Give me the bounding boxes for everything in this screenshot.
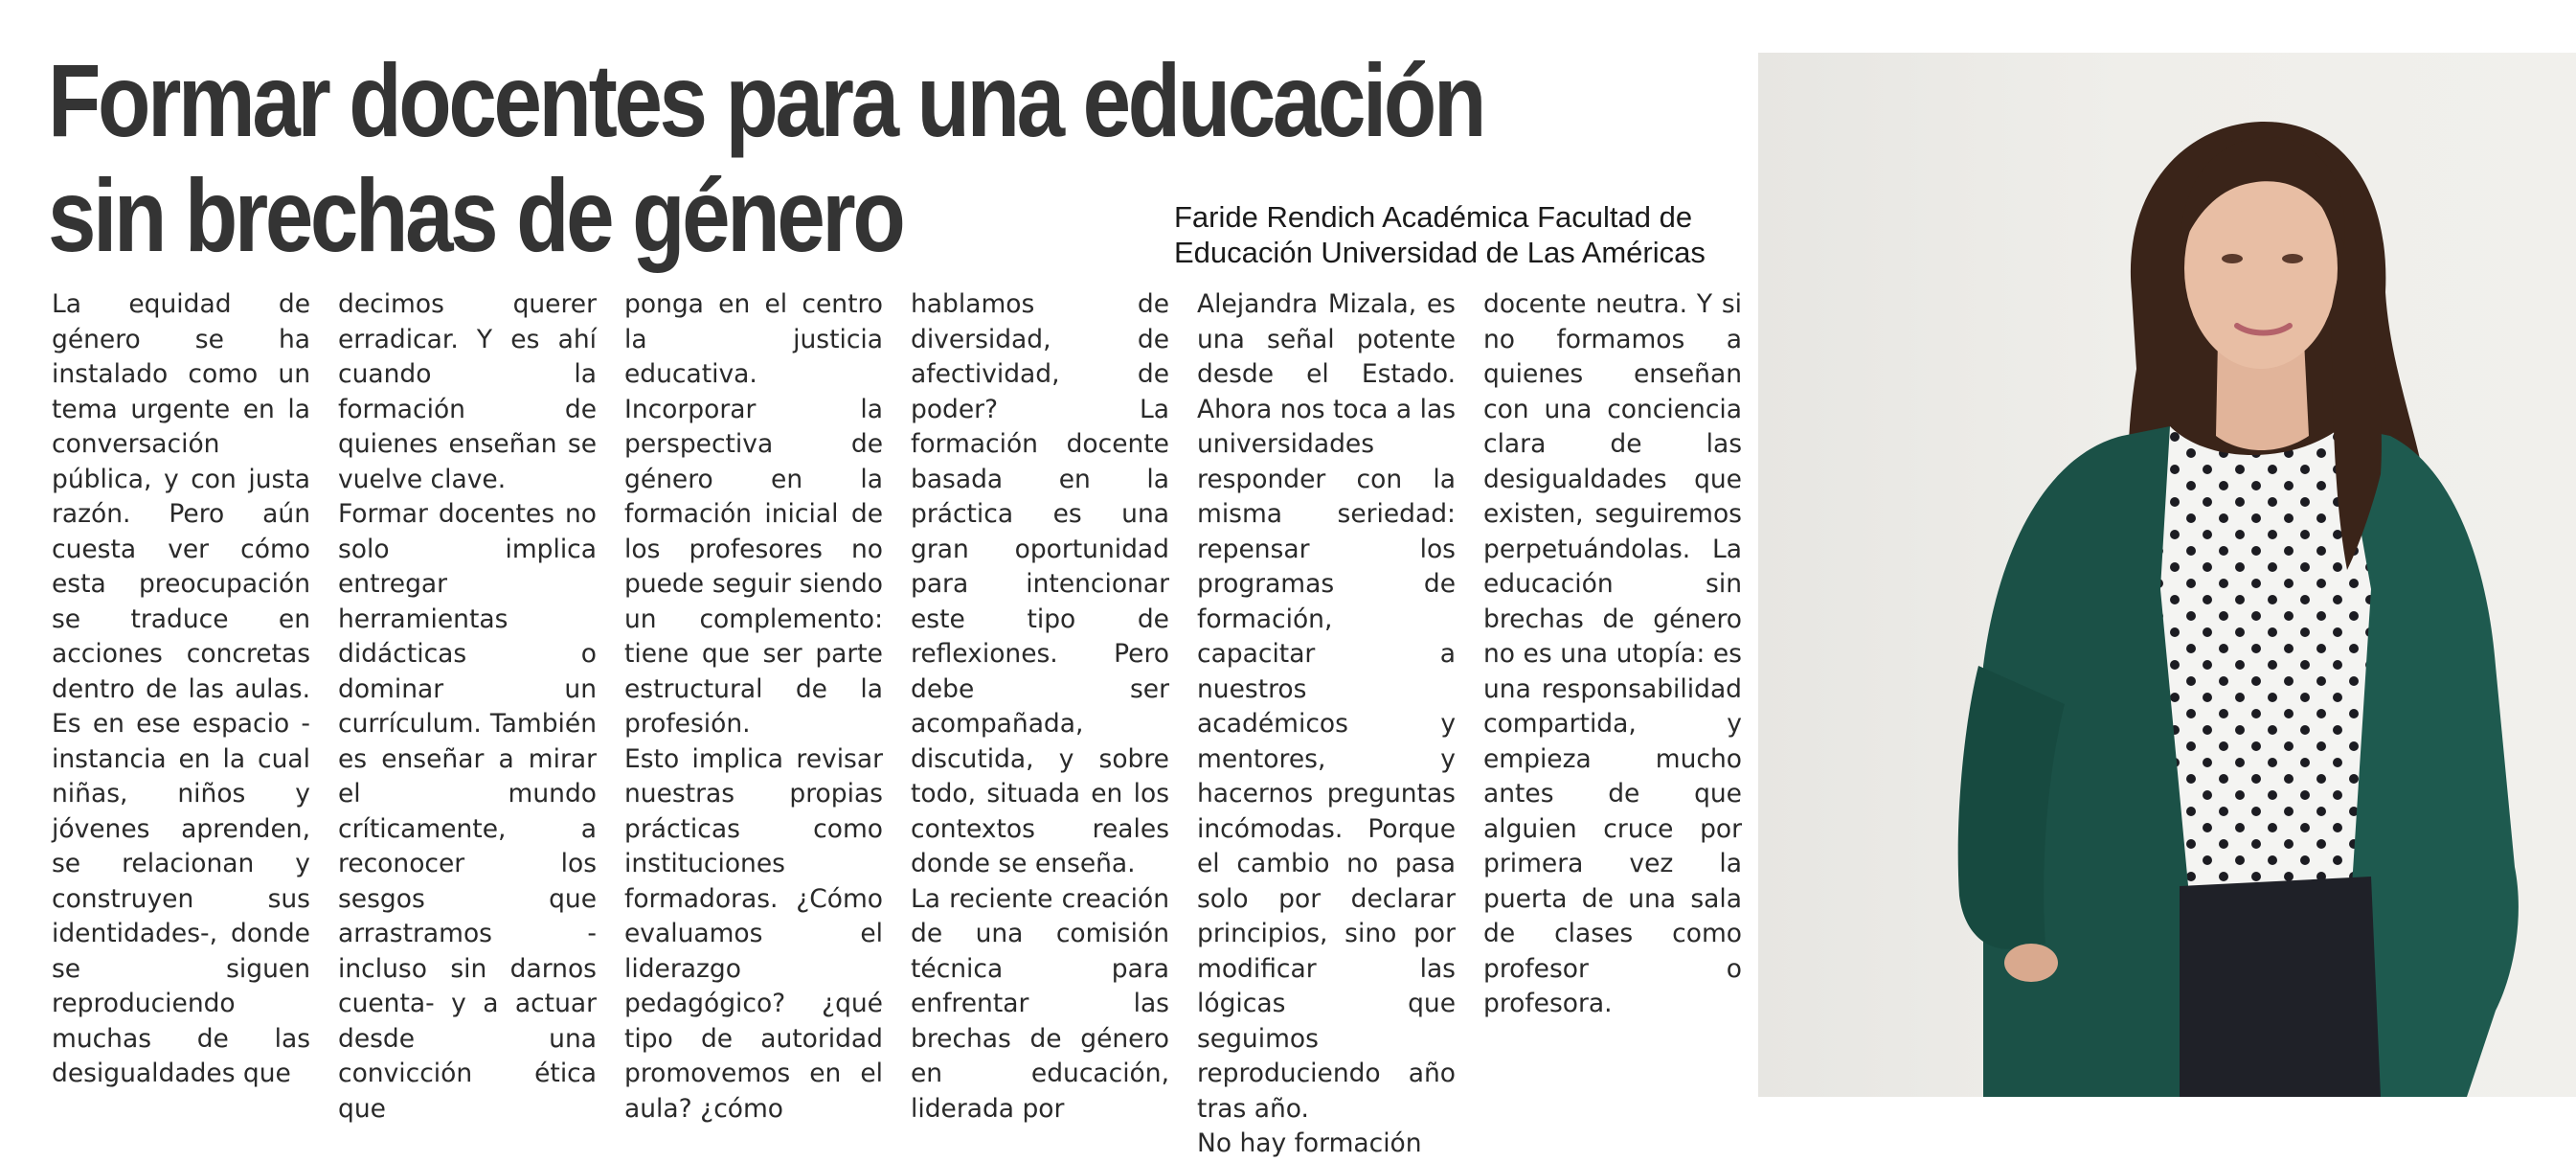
headline-line-2: sin brechas de género xyxy=(48,157,903,273)
paragraph: No hay formación xyxy=(1197,1128,1422,1158)
headline-line-1: Formar docentes para una educación xyxy=(48,42,1484,158)
author-portrait-illustration xyxy=(1758,53,2576,1097)
paragraph: Alejandra Mizala, es una señal potente desde el Estado. Ahora nos toca a las universidades responder con la misma seriedad: repensar los programas de formación, capacitar a nuestros académicos y mentores, y hacernos preguntas incómodas. Porque el cambio no pasa solo por declarar principios, sino por modificar las lógicas que seguimos reproduciendo año tras año. xyxy=(1197,289,1456,1124)
paragraph: La reciente creación de una comisión técnica para enfrentar las brechas de género en educación, liderada por xyxy=(911,883,1169,1124)
paragraph: La equidad de género se ha instalado como un tema urgente en la conversación pública, y con justa razón. Pero aún cuesta ver cómo esta preocupación se traduce en acciones concretas dentro de las aulas. Es en ese espacio - instancia en la cual niñas, niños y jóvenes aprenden, se relacionan y construyen sus identidades-, donde se siguen reproduciendo muchas de las desigualdades que xyxy=(52,289,310,1088)
article-column-1 xyxy=(52,287,310,1102)
article-body xyxy=(52,287,1742,1158)
article-column-5 xyxy=(1197,287,1456,1158)
paragraph: Formar docentes no solo implica entregar herramientas didácticas o dominar un currículum. También es enseñar a mirar el mundo críticamente, a reconocer los sesgos que arrastramos - incluso sin darnos cuenta- y a actuar desde una convicción ética que xyxy=(338,499,597,1124)
article-column-2 xyxy=(338,287,597,1124)
paragraph: hablamos de diversidad, de afectividad, de poder? La formación docente basada en la práctica es una gran oportunidad para intencionar este tipo de reflexiones. Pero debe ser acompañada, discutida, y sobre todo, situada en los contextos reales donde se enseña. xyxy=(911,289,1169,878)
byline-line-1: Faride Rendich Académica Facultad de xyxy=(1174,200,1693,234)
article-column-3 xyxy=(624,287,883,1124)
paragraph: Esto implica revisar nuestras propias prácticas como instituciones formadoras. ¿Cómo evaluamos el liderazgo pedagógico? ¿qué tipo de autoridad promovemos en el aula? ¿cómo xyxy=(624,743,883,1124)
byline-line-2: Educación Universidad de Las Américas xyxy=(1174,236,1706,269)
article-column-4 xyxy=(911,287,1169,1124)
paragraph: decimos querer erradicar. Y es ahí cuando la formación de quienes enseñan se vuelve clave. xyxy=(338,289,597,494)
author-photo xyxy=(1758,53,2576,1097)
paragraph: ponga en el centro la justicia educativa. Incorporar la perspectiva de género en la formación inicial de los profesores no puede seguir siendo un complemento: tiene que ser parte estructural de la profesión. xyxy=(624,289,883,739)
paragraph: docente neutra. Y si no formamos a quienes enseñan con una conciencia clara de las desigualdades que existen, seguiremos perpetuándolas. La educación sin brechas de género no es una utopía: es una responsabilidad compartida, y empieza mucho antes de que alguien cruce por primera vez la puerta de una sala de clases como profesor o profesora. xyxy=(1483,289,1742,1018)
byline xyxy=(1174,199,1706,270)
article-column-6 xyxy=(1483,287,1742,1102)
